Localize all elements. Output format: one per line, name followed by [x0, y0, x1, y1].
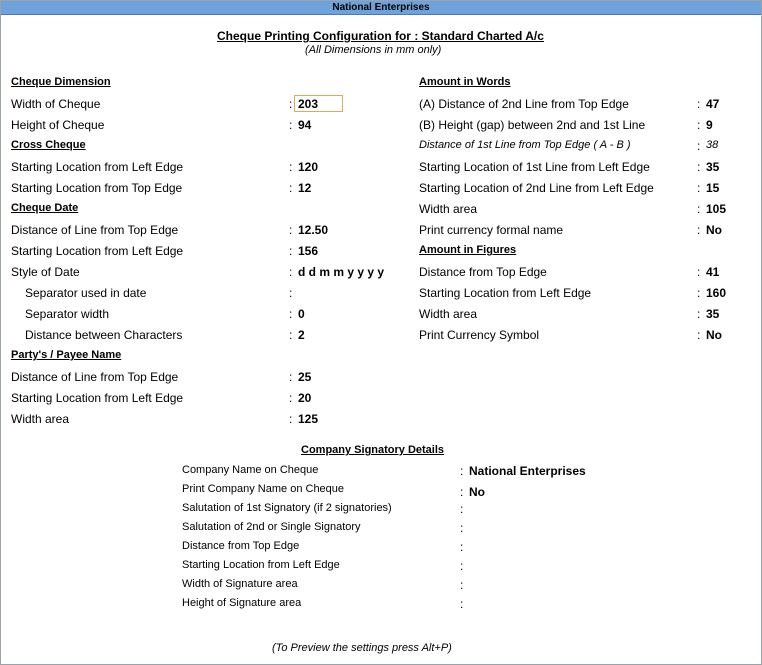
colon: : [289, 307, 293, 321]
figures-width-label: Width area [419, 307, 478, 321]
words-width-label: Width area [419, 202, 478, 216]
company-name-value[interactable]: National Enterprises [469, 464, 586, 478]
print-company-name-value[interactable]: No [469, 485, 485, 499]
colon: : [460, 540, 464, 554]
words-2nd-line-left-value[interactable]: 15 [706, 181, 720, 195]
colon: : [697, 286, 701, 300]
colon: : [697, 307, 701, 321]
colon: : [460, 578, 464, 592]
section-cheque-dimension: Cheque Dimension [11, 76, 111, 88]
cross-left-label: Starting Location from Left Edge [11, 160, 184, 174]
figures-top-label: Distance from Top Edge [419, 265, 547, 279]
colon: : [697, 97, 701, 111]
words-1st-line-left-label: Starting Location of 1st Line from Left Edge [419, 160, 650, 174]
words-1st-line-top-value: 38 [706, 139, 719, 151]
section-payee-name: Party's / Payee Name [11, 349, 122, 361]
height-of-cheque-label: Height of Cheque [11, 118, 105, 132]
date-left-label: Starting Location from Left Edge [11, 244, 184, 258]
colon: : [289, 370, 293, 384]
date-separator-label: Separator used in date [25, 286, 147, 300]
payee-line-top-label: Distance of Line from Top Edge [11, 370, 179, 384]
width-of-cheque-label: Width of Cheque [11, 97, 101, 111]
date-line-top-label: Distance of Line from Top Edge [11, 223, 179, 237]
payee-left-label: Starting Location from Left Edge [11, 391, 184, 405]
date-left-value[interactable]: 156 [298, 244, 319, 258]
currency-formal-name-value[interactable]: No [706, 223, 722, 237]
colon: : [460, 521, 464, 535]
signature-height-label: Height of Signature area [182, 597, 302, 609]
words-1st-line-top-label: Distance of 1st Line from Top Edge ( A - B ) [419, 139, 631, 151]
figures-width-value[interactable]: 35 [706, 307, 720, 321]
company-name-label: Company Name on Cheque [182, 464, 319, 476]
cross-top-label: Starting Location from Top Edge [11, 181, 183, 195]
print-company-name-label: Print Company Name on Cheque [182, 483, 345, 495]
char-distance-label: Distance between Characters [25, 328, 183, 342]
cross-top-value[interactable]: 12 [298, 181, 312, 195]
colon: : [697, 265, 701, 279]
separator-width-label: Separator width [25, 307, 110, 321]
colon: : [697, 328, 701, 342]
colon: : [289, 160, 293, 174]
words-2nd-line-top-value[interactable]: 47 [706, 97, 720, 111]
figures-top-value[interactable]: 41 [706, 265, 720, 279]
colon: : [697, 223, 701, 237]
salutation-2nd-label: Salutation of 2nd or Single Signatory [182, 521, 361, 533]
section-amount-in-figures: Amount in Figures [419, 244, 517, 256]
currency-symbol-value[interactable]: No [706, 328, 722, 342]
payee-width-label: Width area [11, 412, 70, 426]
page-title: Cheque Printing Configuration for : Standard Charted A/c [217, 29, 544, 43]
colon: : [289, 97, 293, 111]
payee-width-value[interactable]: 125 [298, 412, 319, 426]
words-1st-line-left-value[interactable]: 35 [706, 160, 720, 174]
char-distance-value[interactable]: 2 [298, 328, 305, 342]
figures-left-value[interactable]: 160 [706, 286, 727, 300]
section-amount-in-words: Amount in Words [419, 76, 511, 88]
section-cross-cheque: Cross Cheque [11, 139, 86, 151]
preview-hint: (To Preview the settings press Alt+P) [272, 642, 452, 654]
colon: : [697, 160, 701, 174]
signatory-left-label: Starting Location from Left Edge [182, 559, 340, 571]
colon: : [460, 485, 464, 499]
currency-symbol-label: Print Currency Symbol [419, 328, 540, 342]
salutation-1st-label: Salutation of 1st Signatory (if 2 signatories) [182, 502, 392, 514]
payee-line-top-value[interactable]: 25 [298, 370, 312, 384]
words-2nd-line-top-label: (A) Distance of 2nd Line from Top Edge [419, 97, 629, 111]
colon: : [460, 464, 464, 478]
colon: : [289, 181, 293, 195]
separator-width-value[interactable]: 0 [298, 307, 305, 321]
section-company-signatory: Company Signatory Details [301, 444, 445, 456]
colon: : [289, 391, 293, 405]
colon: : [289, 265, 293, 279]
colon: : [697, 202, 701, 216]
words-line-gap-value[interactable]: 9 [706, 118, 713, 132]
width-of-cheque-value: 203 [298, 97, 319, 111]
page-subtitle: (All Dimensions in mm only) [305, 44, 442, 56]
payee-left-value[interactable]: 20 [298, 391, 312, 405]
words-line-gap-label: (B) Height (gap) between 2nd and 1st Line [419, 118, 646, 132]
signature-width-label: Width of Signature area [182, 578, 298, 590]
figures-left-label: Starting Location from Left Edge [419, 286, 592, 300]
colon: : [697, 181, 701, 195]
window-title: National Enterprises [1, 1, 761, 15]
colon: : [289, 412, 293, 426]
date-style-label: Style of Date [11, 265, 80, 279]
colon: : [460, 559, 464, 573]
date-line-top-value[interactable]: 12.50 [298, 223, 329, 237]
words-2nd-line-left-label: Starting Location of 2nd Line from Left Edge [419, 181, 654, 195]
colon: : [460, 502, 464, 516]
signatory-top-label: Distance from Top Edge [182, 540, 300, 552]
colon: : [289, 328, 293, 342]
colon: : [289, 118, 293, 132]
colon: : [289, 244, 293, 258]
height-of-cheque-value[interactable]: 94 [298, 118, 312, 132]
colon: : [460, 597, 464, 611]
colon: : [289, 223, 293, 237]
colon: : [697, 139, 701, 153]
section-cheque-date: Cheque Date [11, 202, 79, 214]
cross-left-value[interactable]: 120 [298, 160, 319, 174]
colon: : [697, 118, 701, 132]
currency-formal-name-label: Print currency formal name [419, 223, 564, 237]
words-width-value[interactable]: 105 [706, 202, 727, 216]
colon: : [289, 286, 293, 300]
date-style-value[interactable]: d d m m y y y y [298, 265, 385, 279]
